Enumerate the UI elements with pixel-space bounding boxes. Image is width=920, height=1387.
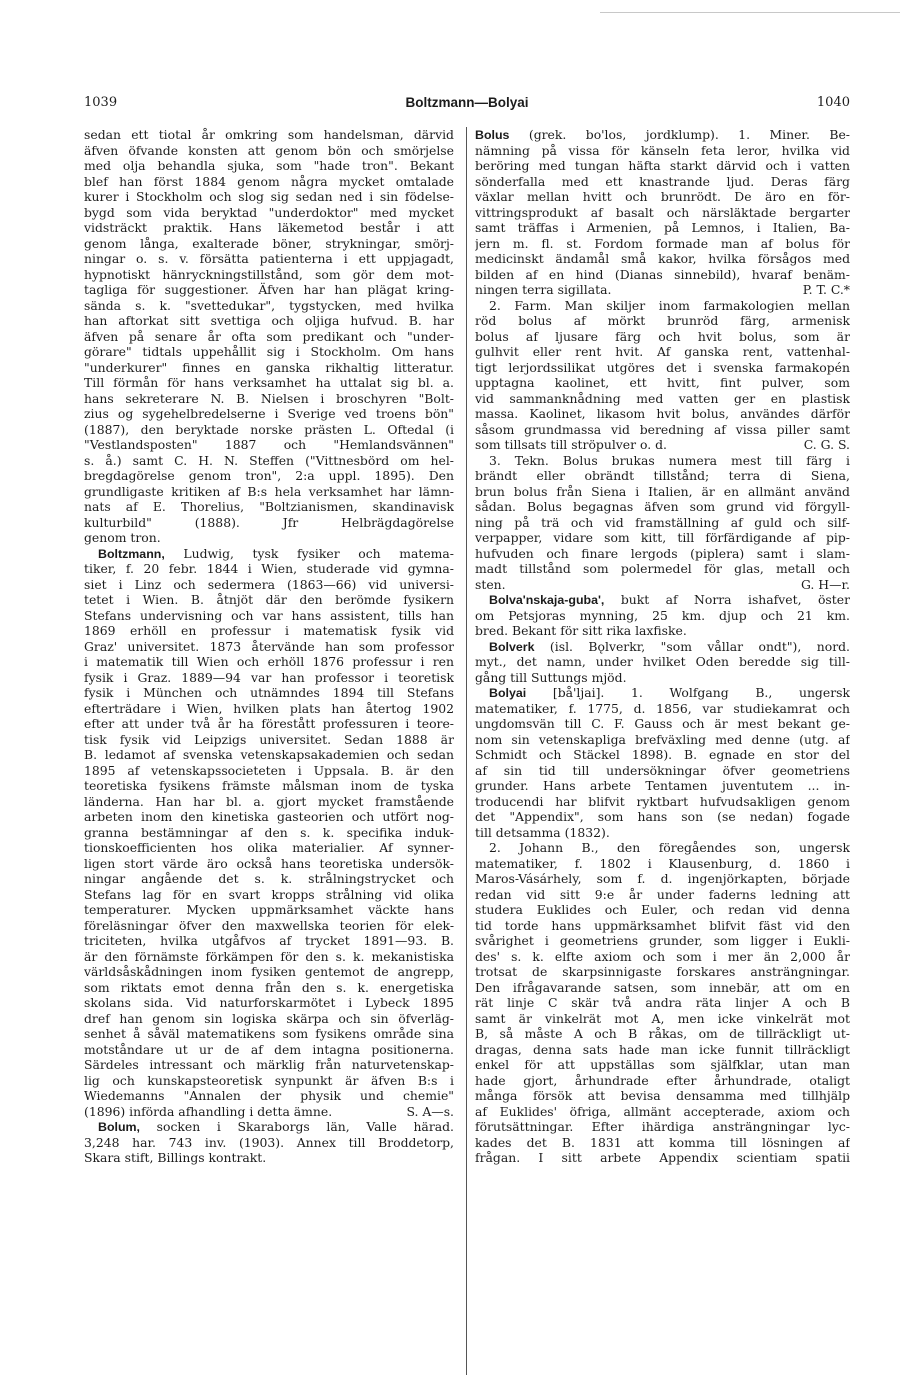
line-text: madt tillstånd som polermedel för glas, metall och: [475, 561, 850, 576]
text-line: [84, 174, 454, 190]
line-text: jern m. fl. st. Fordom formade man af bolus för: [475, 235, 850, 251]
line-text: tid torde hans uppmärksamhet blifvit fäst vid den: [475, 917, 850, 933]
line-text: världsåskådningen inom fysiken gentemot de angrepp,: [84, 964, 454, 979]
line-text: bilden af en hind (Dianas sinnebild), hvaraf benäm-: [475, 266, 850, 282]
author-signature: G. H—r.: [800, 576, 850, 592]
line-text: vittringsprodukt af basalt och närsläktade bergarter: [475, 204, 850, 220]
line-text: bukt af Norra ishafvet, öster: [604, 592, 850, 607]
line-text: tigt lerjordssilikat utgöres det i svenska farmakopén: [475, 359, 850, 375]
text-line: [84, 360, 454, 376]
text-line: [84, 1135, 454, 1151]
line-text: s. å.) samt C. H. N. Steffen ("Vittnesbörd om hel-: [84, 452, 454, 468]
text-line: [84, 298, 454, 314]
text-line: [475, 344, 850, 360]
right-column: [475, 127, 850, 1166]
text-line: [84, 143, 454, 159]
line-text: skolans sida. Vid naturforskarmötet i Lybeck 1895: [84, 995, 454, 1010]
line-text: vid sammanknådning med vatten ger en plastisk: [475, 390, 850, 406]
line-text: ningen terra sigillata.: [475, 282, 612, 297]
text-line: [84, 608, 454, 624]
text-line: [84, 995, 454, 1011]
text-line: [475, 267, 850, 283]
text-line: [475, 840, 850, 856]
line-text: lig och kunskapsteoretisk synpunkt är äfven B:s i: [84, 1072, 454, 1088]
line-text: Graz' universitet. 1873 återvände han som professor: [84, 638, 454, 654]
line-text: nats af E. Thorelius, "Boltzianismen, skandinavisk: [84, 499, 454, 514]
line-text: siet i Linz och sedermera (1863—66) vid universi-: [84, 576, 454, 592]
line-text: studera Euklides och Euler, och redan vid denna: [475, 902, 850, 917]
line-text: matematiker, f. 1802 i Klausenburg, d. 1860 i: [475, 855, 850, 871]
text-line: [84, 809, 454, 825]
entry-headword: Boltzmann,: [98, 546, 165, 561]
text-line: [84, 871, 454, 887]
text-line: [84, 701, 454, 717]
text-line: [475, 1073, 850, 1089]
line-text: arbeten inom den kinetiska gasteorien och utfört nog-: [84, 809, 454, 824]
text-line: [84, 592, 454, 608]
text-line: [84, 282, 454, 298]
line-text: sönderfalla med ett knastrande ljud. Deras färg: [475, 173, 850, 189]
line-text: vidsträckt praktik. Hans läkemetod består i att: [84, 220, 454, 235]
text-line: [84, 747, 454, 763]
text-line: [475, 887, 850, 903]
line-text: samt träffas i Armenien, på Lemnos, i Italien, Ba-: [475, 220, 850, 235]
author-signature: S. A—s.: [406, 1103, 454, 1119]
text-line: [475, 1135, 850, 1151]
line-text: sten.: [475, 576, 506, 592]
text-line: [84, 406, 454, 422]
text-line: [84, 949, 454, 965]
text-line: [475, 437, 850, 453]
text-line: [475, 127, 850, 143]
text-line: [475, 1057, 850, 1073]
text-line: [84, 236, 454, 252]
line-text: nämning på vissa för känseln feta leror, hvilka vid: [475, 142, 850, 158]
text-line: [84, 763, 454, 779]
text-line: [84, 964, 454, 980]
text-line: [84, 375, 454, 391]
text-line: [84, 577, 454, 593]
text-line: [475, 205, 850, 221]
line-text: sedan ett tiotal år omkring som handelsman, därvid: [84, 127, 454, 142]
running-title: Boltzmann—Bolyai: [405, 95, 529, 110]
line-text: 1895 af vetenskapssocieteten i Uppsala. B. är den: [84, 762, 454, 778]
text-line: [84, 685, 454, 701]
text-line: [84, 840, 454, 856]
line-text: kurer i Stockholm och slog sig sedan ned i sin födelse-: [84, 189, 454, 204]
line-text: ningar angående det s. k. strålningstrycket och: [84, 871, 454, 886]
line-text: ungdomsvän till C. F. Gauss och är mest bekant ge-: [475, 716, 850, 731]
line-text: hans sekreterare N. B. Nielsen i broschyren "Bolt-: [84, 390, 454, 406]
line-text: länderna. Han har bl. a. gjort mycket framstående: [84, 793, 454, 809]
line-text: hufvuden och finare lergods (piplera) samt i slam-: [475, 545, 850, 561]
line-text: som riktats emot denna från den s. k. energetiska: [84, 979, 454, 995]
line-text: Skara stift, Billings kontrakt.: [84, 1150, 267, 1165]
line-text: bygd som vida beryktad "underdoktor" med mycket: [84, 204, 454, 220]
text-line: [84, 1119, 454, 1135]
text-line: [84, 918, 454, 934]
line-text: medicinskt ändamål små kakor, hvilka försågos med: [475, 251, 850, 266]
text-line: [84, 1150, 454, 1166]
line-text: görare" tidtals uppehållit sig i Stockholm. Om hans: [84, 344, 454, 359]
author-signature: P. T. C.*: [802, 282, 850, 297]
text-line: [475, 422, 850, 438]
line-text: beröring med tungan häfta starkt därvid och i vatten: [475, 158, 850, 173]
line-text: bolus af ljusare färg och hvit bolus, som är: [475, 328, 850, 344]
line-text: blef han först 1884 genom några mycket omtalade: [84, 173, 454, 189]
line-text: fysik i Graz. 1889—94 var han professor i teoretisk: [84, 669, 454, 685]
line-text: senhet å såväl matematikens som fysikens område sina: [84, 1026, 454, 1041]
text-line: [475, 980, 850, 996]
line-text: af sin tid till undersökningar öfver geometriens: [475, 762, 850, 778]
line-text: B. ledamot af svenska vetenskapsakademien och sedan: [84, 747, 454, 762]
line-text: 2. Johann B., den föregåendes son, ungersk: [489, 840, 850, 855]
line-text: kulturbild" (1888). Jfr Helbrägdagörelse: [84, 514, 454, 530]
text-line: [84, 158, 454, 174]
line-text: rät linje C skär två andra räta linjer A och B: [475, 995, 850, 1010]
text-line: [475, 670, 850, 686]
line-text: B, så måste A och B råkas, om de tillräckligt ut-: [475, 1026, 850, 1041]
line-text: fysik i München och utnämndes 1894 till Stefans: [84, 685, 454, 700]
line-text: 3,248 har. 743 inv. (1903). Annex till Broddetorp,: [84, 1134, 454, 1150]
text-line: [475, 1042, 850, 1058]
line-text: nom sin vetenskapliga brefväxling med denne (utg. af: [475, 731, 850, 747]
line-text: [bå'ljai]. 1. Wolfgang B., ungersk: [526, 685, 850, 700]
text-line: [84, 639, 454, 655]
line-text: genom tron.: [84, 530, 161, 545]
line-text: troducendi har blifvit ryktbart hufvudsakligen genom: [475, 793, 850, 809]
line-text: som tillsats till ströpulver o. d.: [475, 437, 667, 452]
line-text: genom långa, exalterade böner, strykningar, smörj-: [84, 235, 454, 251]
text-line: [84, 933, 454, 949]
line-text: ligen stort värde äro också hans teoretiska undersök-: [84, 855, 454, 871]
text-line: [475, 251, 850, 267]
text-line: [475, 158, 850, 174]
text-line: [84, 391, 454, 407]
line-text: växlar mellan hvitt och brunrödt. De äro en för-: [475, 189, 850, 204]
line-text: redan vid sitt 9:e år under faderns ledning att: [475, 886, 850, 902]
line-text: sända s. k. "svettedukar", tygstycken, med hvilka: [84, 297, 454, 313]
line-text: hypnotiskt hänryckningstillstånd, som gör dem mot-: [84, 266, 454, 282]
text-line: [84, 267, 454, 283]
text-line: [84, 468, 454, 484]
line-text: ningar o. s. v. försätta patienterna i ett uppjagadt,: [84, 251, 454, 266]
line-text: "underkurer" finnes en ganska rikhaltig litteratur.: [84, 359, 454, 375]
line-text: granna bestämningar af den s. k. specifika induk-: [84, 824, 454, 840]
line-text: massa. Kaolinet, likasom hvit bolus, användes därför: [475, 406, 850, 421]
author-signature: C. G. S.: [803, 437, 850, 452]
line-text: bregdagörelse genom tron", 2:a uppl. 1895). Den: [84, 468, 454, 483]
line-text: gång till Suttungs mjöd.: [475, 669, 627, 685]
text-line: [84, 127, 454, 143]
line-text: matematiker, f. 1775, d. 1856, var studiekamrat och: [475, 700, 850, 716]
text-line: [475, 995, 850, 1011]
line-text: förutsättningar. Efter ihärdiga ansträngningar lyc-: [475, 1119, 850, 1134]
text-line: [84, 1026, 454, 1042]
column-divider: [466, 127, 467, 1375]
text-line: [475, 220, 850, 236]
line-text: kades det B. 1831 att komma till lösningen af: [475, 1134, 850, 1150]
line-text: teoretiska fysikens främste målsman inom de tyska: [84, 778, 454, 793]
text-line: [475, 282, 850, 298]
line-text: zius og sygehelbredelserne i Sverige ved troens bön": [84, 406, 454, 421]
text-line: [475, 499, 850, 515]
text-line: [84, 825, 454, 841]
text-line: [475, 685, 850, 701]
line-text: är den förnämste förkämpen för den s. k. mekanistiska: [84, 948, 454, 964]
line-text: samt är vinkelrät mot A, men icke vinkelrät mot: [475, 1010, 850, 1026]
line-text: tetet i Wien. B. åtnjöt där den berömde fysikern: [84, 592, 454, 607]
text-line: [475, 530, 850, 546]
text-line: [475, 856, 850, 872]
top-rule: [600, 12, 900, 13]
line-text: motståndare ut ur de af dem intagna positionerna.: [84, 1041, 454, 1057]
text-line: [84, 344, 454, 360]
page-number-right: 1040: [816, 95, 850, 110]
text-line: [84, 561, 454, 577]
line-text: äfven på senare år ofta som predikant och "under-: [84, 328, 454, 344]
line-text: Stefans lag för en svart kropps strålning vid olika: [84, 886, 454, 902]
line-text: grunder. Hans arbete Tentamen juventutem ... in-: [475, 778, 850, 793]
text-line: [475, 468, 850, 484]
line-text: trotsat de skarpsinnigaste forskares ansträngningar.: [475, 964, 850, 979]
line-text: myt., det namn, under hvilket Oden beredde sig till-: [475, 654, 850, 669]
line-text: brun bolus från Siena i Italien, är en allmänt använd: [475, 483, 850, 499]
text-line: [475, 809, 850, 825]
line-text: tiker, f. 20 febr. 1844 i Wien, studerade vid gymna-: [84, 561, 454, 576]
line-text: grundligaste kritiken af B:s hela verksamhet har lämn-: [84, 483, 454, 499]
line-text: des' s. k. elfte axiom och som i mer än 2,000 år: [475, 948, 850, 964]
text-line: [475, 1011, 850, 1027]
text-line: [84, 453, 454, 469]
line-text: enkel för att uppställas som själfklar, utan man: [475, 1057, 850, 1072]
text-line: [84, 902, 454, 918]
entry-headword: Bolva'nskaja-guba',: [489, 593, 605, 607]
line-text: Schmidt och Stäckel 1898). B. egnade en stor del: [475, 747, 850, 762]
line-text: om Petsjoras mynning, 25 km. djup och 21 km.: [475, 607, 850, 623]
text-line: [475, 933, 850, 949]
line-text: med olja behandla sjuka, som "hade tron". Bekant: [84, 158, 454, 173]
text-line: [84, 716, 454, 732]
text-line: [475, 329, 850, 345]
entry-headword: Bolum,: [98, 1120, 140, 1134]
text-line: [84, 251, 454, 267]
line-text: bred. Bekant för sitt rika laxfiske.: [475, 623, 687, 638]
text-line: [84, 856, 454, 872]
text-line: [475, 375, 850, 391]
text-line: [84, 1073, 454, 1089]
text-line: [84, 1057, 454, 1073]
line-text: Stefans undervisning och var hans assistent, tills han: [84, 607, 454, 623]
line-text: gulhvit eller rent hvit. Af ganska rent, vattenhal-: [475, 344, 850, 359]
text-line: [84, 220, 454, 236]
line-text: han aftorkat sitt svettiga och oljiga hufvud. B. har: [84, 313, 454, 328]
text-line: [475, 236, 850, 252]
text-line: [84, 980, 454, 996]
line-text: 2. Farm. Man skiljer inom farmakologien mellan: [489, 297, 850, 313]
line-text: Maros-Vásárhely, som f. d. ingenjörkapten, började: [475, 871, 850, 886]
page-number-left: 1039: [84, 95, 118, 110]
text-line: [475, 623, 850, 639]
text-line: [475, 391, 850, 407]
entry-headword: Bolus: [475, 128, 510, 142]
text-line: [475, 964, 850, 980]
text-line: [84, 530, 454, 546]
text-line: [475, 189, 850, 205]
line-text: temperaturer. Mycken uppmärksamhet väckte hans: [84, 902, 454, 917]
text-line: [475, 561, 850, 577]
text-line: [475, 453, 850, 469]
text-line: [84, 484, 454, 500]
line-text: föreläsningar öfver den maxwellska teorien för elek-: [84, 917, 454, 933]
text-line: [475, 298, 850, 314]
line-text: efterträdare i Wien, hvilken plats han återtog 1902: [84, 700, 454, 716]
text-line: [475, 484, 850, 500]
text-line: [475, 1104, 850, 1120]
text-line: [84, 794, 454, 810]
text-line: [475, 825, 850, 841]
text-line: [475, 608, 850, 624]
line-text: (1896) införda afhandling i detta ämne.: [84, 1103, 333, 1119]
text-line: [475, 794, 850, 810]
line-text: af Euklides' öfriga, allmänt accepterade, axiom och: [475, 1103, 850, 1119]
text-line: [84, 887, 454, 903]
text-line: [475, 592, 850, 608]
text-line: [84, 1088, 454, 1104]
line-text: sådan. Bolus begagnas äfven som grund vid förgyll-: [475, 499, 850, 514]
text-line: [475, 747, 850, 763]
line-text: "Vestlandsposten" 1887 och "Hemlandsvännen": [84, 437, 454, 452]
text-line: [475, 763, 850, 779]
line-text: tagliga för suggestioner. Äfven har han plägat kring-: [84, 282, 454, 297]
line-text: tisk fysik vid Leipzigs universitet. Sedan 1888 är: [84, 731, 454, 747]
text-line: [475, 360, 850, 376]
text-line: [84, 422, 454, 438]
text-line: [475, 174, 850, 190]
text-line: [84, 329, 454, 345]
text-line: [475, 143, 850, 159]
text-line: [475, 871, 850, 887]
left-column: [84, 127, 454, 1166]
text-line: [84, 205, 454, 221]
line-text: (isl. Bǫlverkr, "som vållar ondt"), nord.: [534, 638, 850, 654]
text-line: [84, 1042, 454, 1058]
text-line: [475, 732, 850, 748]
line-text: frågan. I sitt arbete Appendix scientiam spatii: [475, 1150, 850, 1165]
line-text: Wiedemanns "Annalen der physik und chemie": [84, 1088, 454, 1103]
text-line: [475, 1119, 850, 1135]
text-line: [475, 918, 850, 934]
line-text: 1869 erhöll en professur i matematisk fysik vid: [84, 623, 454, 638]
text-line: [84, 499, 454, 515]
line-text: upptagna kaolinet, ett hvitt, fint pulver, som: [475, 375, 850, 390]
line-text: tionskoefficienten hos olika materialier. Af synner-: [84, 840, 454, 855]
line-text: ning på trä och vid framställning af guld och silf-: [475, 514, 850, 530]
line-text: Till förmån för hans verksamhet ha uttalat sig bl. a.: [84, 375, 454, 390]
text-line: [475, 515, 850, 531]
text-line: [84, 670, 454, 686]
line-text: dref han genom sin logiska skärpa och sin öfverläg-: [84, 1010, 454, 1026]
text-line: [84, 546, 454, 562]
text-line: [84, 778, 454, 794]
text-line: [475, 778, 850, 794]
text-line: [84, 515, 454, 531]
line-text: till detsamma (1832).: [475, 824, 610, 840]
line-text: Ludwig, tysk fysiker och matema-: [164, 545, 454, 561]
text-line: [475, 577, 850, 593]
text-line: [84, 1011, 454, 1027]
line-text: dragas, denna sats hade man icke funnit tillräckligt: [475, 1041, 850, 1057]
text-line: [84, 313, 454, 329]
text-line: [84, 437, 454, 453]
entry-headword: Bolverk: [489, 639, 535, 654]
line-text: i matematik till Wien och erhöll 1876 professur i ren: [84, 654, 454, 669]
line-text: hade gjort, århundrade efter århundrade, otaligt: [475, 1072, 850, 1088]
text-line: [475, 902, 850, 918]
text-line: [475, 546, 850, 562]
line-text: socken i Skaraborgs län, Valle härad.: [140, 1119, 454, 1134]
line-text: efter att under två år ha förestått professuren i teore-: [84, 716, 454, 731]
line-text: Särdeles intressant och märklig från naturvetenskap-: [84, 1057, 454, 1072]
text-line: [475, 701, 850, 717]
text-line: [84, 623, 454, 639]
line-text: många försök att bevisa densamma med tillhjälp: [475, 1088, 850, 1103]
text-line: [475, 949, 850, 965]
line-text: brändt eller obrändt tillstånd; terra di Siena,: [475, 468, 850, 483]
text-line: [475, 1150, 850, 1166]
text-line: [475, 639, 850, 655]
text-line: [84, 654, 454, 670]
line-text: (1887), den beryktade norske prästen L. Oftedal (i: [84, 421, 454, 437]
text-line: [84, 1104, 454, 1120]
text-line: [475, 1026, 850, 1042]
text-line: [84, 732, 454, 748]
line-text: triciteten, hvilka utgåfvos af trycket 1891—93. B.: [84, 933, 454, 948]
line-text: såsom grundmassa vid beredning af vissa piller samt: [475, 421, 850, 437]
text-line: [84, 189, 454, 205]
entry-headword: Bolyai: [489, 686, 527, 700]
line-text: verpapper, vidare som kitt, till förfärdigande af pip-: [475, 530, 850, 545]
text-line: [475, 313, 850, 329]
text-line: [475, 716, 850, 732]
page-header: [84, 95, 850, 115]
line-text: Den ifrågavarande satsen, som innebär, att om en: [475, 979, 850, 995]
line-text: svårighet i geometriens grunder, som ligger i Eukli-: [475, 933, 850, 948]
line-text: (grek. bo'los, jordklump). 1. Miner. Be-: [509, 127, 850, 142]
text-line: [475, 406, 850, 422]
line-text: det "Appendix", som hans son (se nedan) fogade: [475, 809, 850, 824]
line-text: röd bolus af mörkt brunröd färg, armenisk: [475, 313, 850, 328]
line-text: äfven öfvande konsten att genom bön och smörjelse: [84, 142, 454, 158]
line-text: 3. Tekn. Bolus brukas numera mest till färg i: [489, 452, 850, 468]
text-line: [475, 654, 850, 670]
text-line: [475, 1088, 850, 1104]
